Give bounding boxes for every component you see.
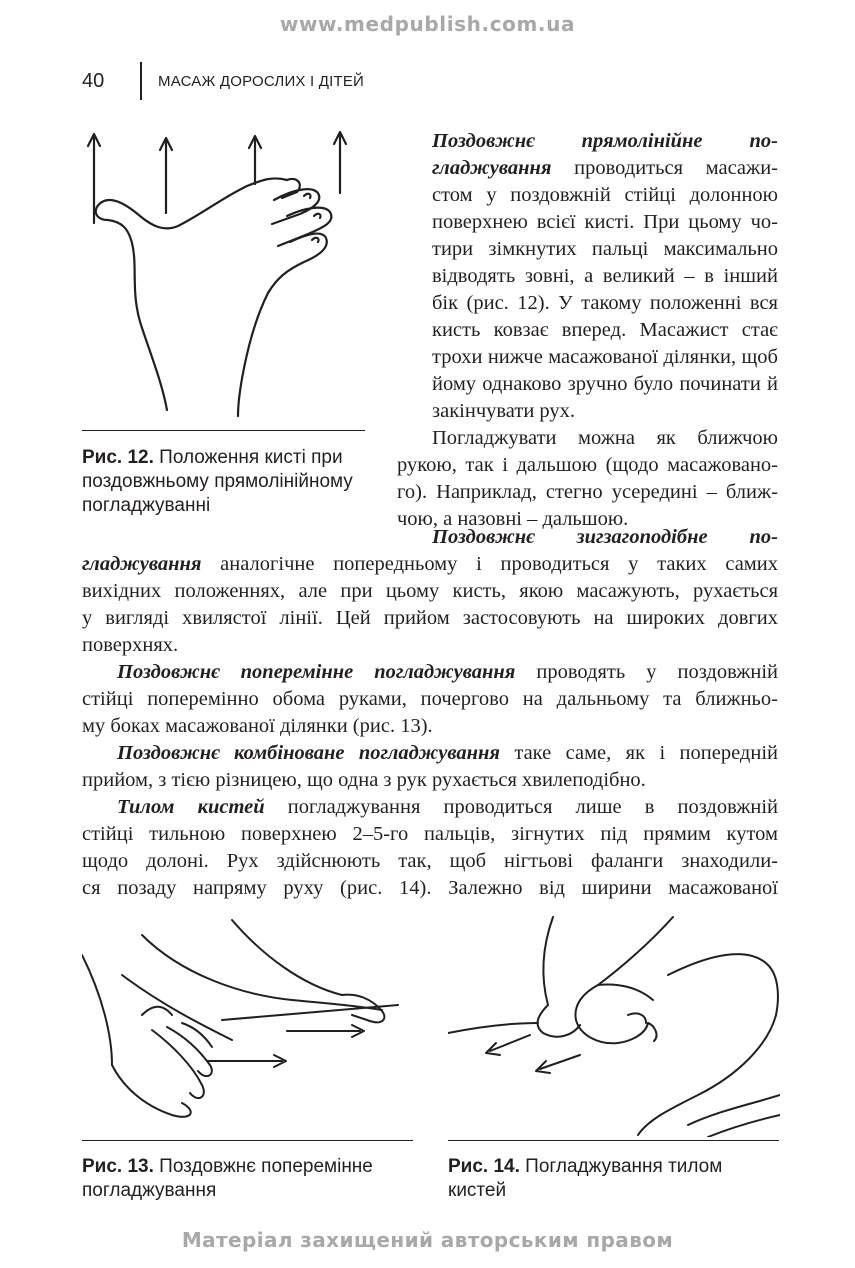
text-line: стійці тильною поверхнею 2–5-го пальців, зігнутих під прямим кутом	[82, 823, 778, 845]
figure-14-illustration	[448, 915, 780, 1137]
figure-14-label: Рис. 14.	[448, 1156, 520, 1177]
header-divider	[140, 62, 142, 100]
text-line: го). Наприклад, стегно усередині – ближ-	[397, 481, 778, 503]
figure-12-caption-line: погладжуванні	[82, 495, 211, 516]
figure-13-caption-line: Поздовжнє поперемінне	[159, 1156, 373, 1177]
text-line: стом у поздовжній стійці долонною	[432, 184, 778, 206]
running-title: МАСАЖ ДОРОСЛИХ І ДІТЕЙ	[158, 73, 365, 90]
figure-13-caption-line: погладжування	[82, 1180, 217, 1201]
text-line: щодо долоні. Рух здійснюють так, щоб нігтьові фаланги знаходили-	[82, 850, 778, 872]
arrow-right-icon	[207, 1025, 364, 1067]
text-line: йому однаково зручно було починати й	[432, 373, 778, 395]
figure-12-label: Рис. 12.	[82, 447, 154, 468]
text-line: Поздовжнє прямолінійне по-	[432, 130, 778, 152]
text-line: Погладжувати можна як ближчою	[432, 427, 778, 449]
text-line: відводять зовні, а великий – в інший	[432, 265, 778, 287]
figure-12-rule	[82, 430, 365, 431]
text-line: гладжування аналогічне попередньому і проводиться у таких самих	[82, 553, 778, 575]
figure-13-rule	[82, 1140, 413, 1141]
text-line: поверхнею всієї кисті. При цьому чо-	[432, 211, 778, 233]
figure-14-rule	[448, 1140, 779, 1141]
text-line: Поздовжнє зигзагоподібне по-	[432, 526, 778, 548]
text-line: у вигляді хвилястої лінії. Цей прийом застосовують на широких довгих	[82, 607, 778, 629]
text-line: вихідних положеннях, але при цьому кисть, якою масажують, рухається	[82, 580, 778, 602]
figure-12-caption	[82, 446, 382, 518]
figure-14-caption-line: Погладжування тилом	[525, 1156, 723, 1177]
text-line: рукою, так і дальшою (щодо масажовано-	[397, 454, 778, 476]
text-line: Поздовжнє поперемінне погладжування проводять у поздовжній	[117, 661, 779, 683]
text-line: кисть ковзає вперед. Масажист стає	[432, 319, 778, 341]
text-line: закінчувати рух.	[432, 400, 576, 422]
figure-12-caption-line: поздовжньому прямолінійному	[82, 471, 353, 492]
arrow-left-icon	[486, 1035, 580, 1073]
figure-13-caption	[82, 1155, 422, 1203]
text-line: трохи нижче масажованої ділянки, щоб	[432, 346, 778, 368]
text-line: чою, а назовні – дальшою.	[397, 508, 629, 530]
figure-13-label: Рис. 13.	[82, 1156, 154, 1177]
text-line: поверхнях.	[82, 634, 179, 656]
watermark-top: www.medpublish.com.ua	[279, 12, 576, 36]
figure-12-caption-line: Положення кисті при	[159, 447, 343, 468]
figure-14-caption	[448, 1155, 788, 1203]
text-line: Поздовжнє комбіноване погладжування таке саме, як і попередній	[117, 742, 778, 764]
figure-13-illustration	[82, 915, 414, 1137]
watermark-bottom: Матеріал захищений авторським правом	[181, 1228, 674, 1252]
text-line: гладжування проводиться масажи-	[432, 157, 778, 179]
text-line: стійці поперемінно обома руками, почергово на дальньому та ближньо-	[82, 688, 778, 710]
page-number: 40	[82, 70, 105, 92]
text-line: Тилом кистей погладжування проводиться лише в поздовжній	[117, 796, 778, 818]
text-line: тири зімкнутих пальці максимально	[432, 238, 778, 260]
text-line: бік (рис. 12). У такому положенні вся	[432, 292, 778, 314]
figure-14-caption-line: кистей	[448, 1180, 507, 1201]
text-line: прийом, з тією різницею, що одна з рук рухається хвилеподібно.	[82, 769, 646, 791]
figure-12-illustration	[82, 128, 362, 418]
text-line: му боках масажованої ділянки (рис. 13).	[82, 715, 433, 737]
text-line: ся позаду напряму руху (рис. 14). Залежно від ширини масажованої	[82, 877, 778, 899]
